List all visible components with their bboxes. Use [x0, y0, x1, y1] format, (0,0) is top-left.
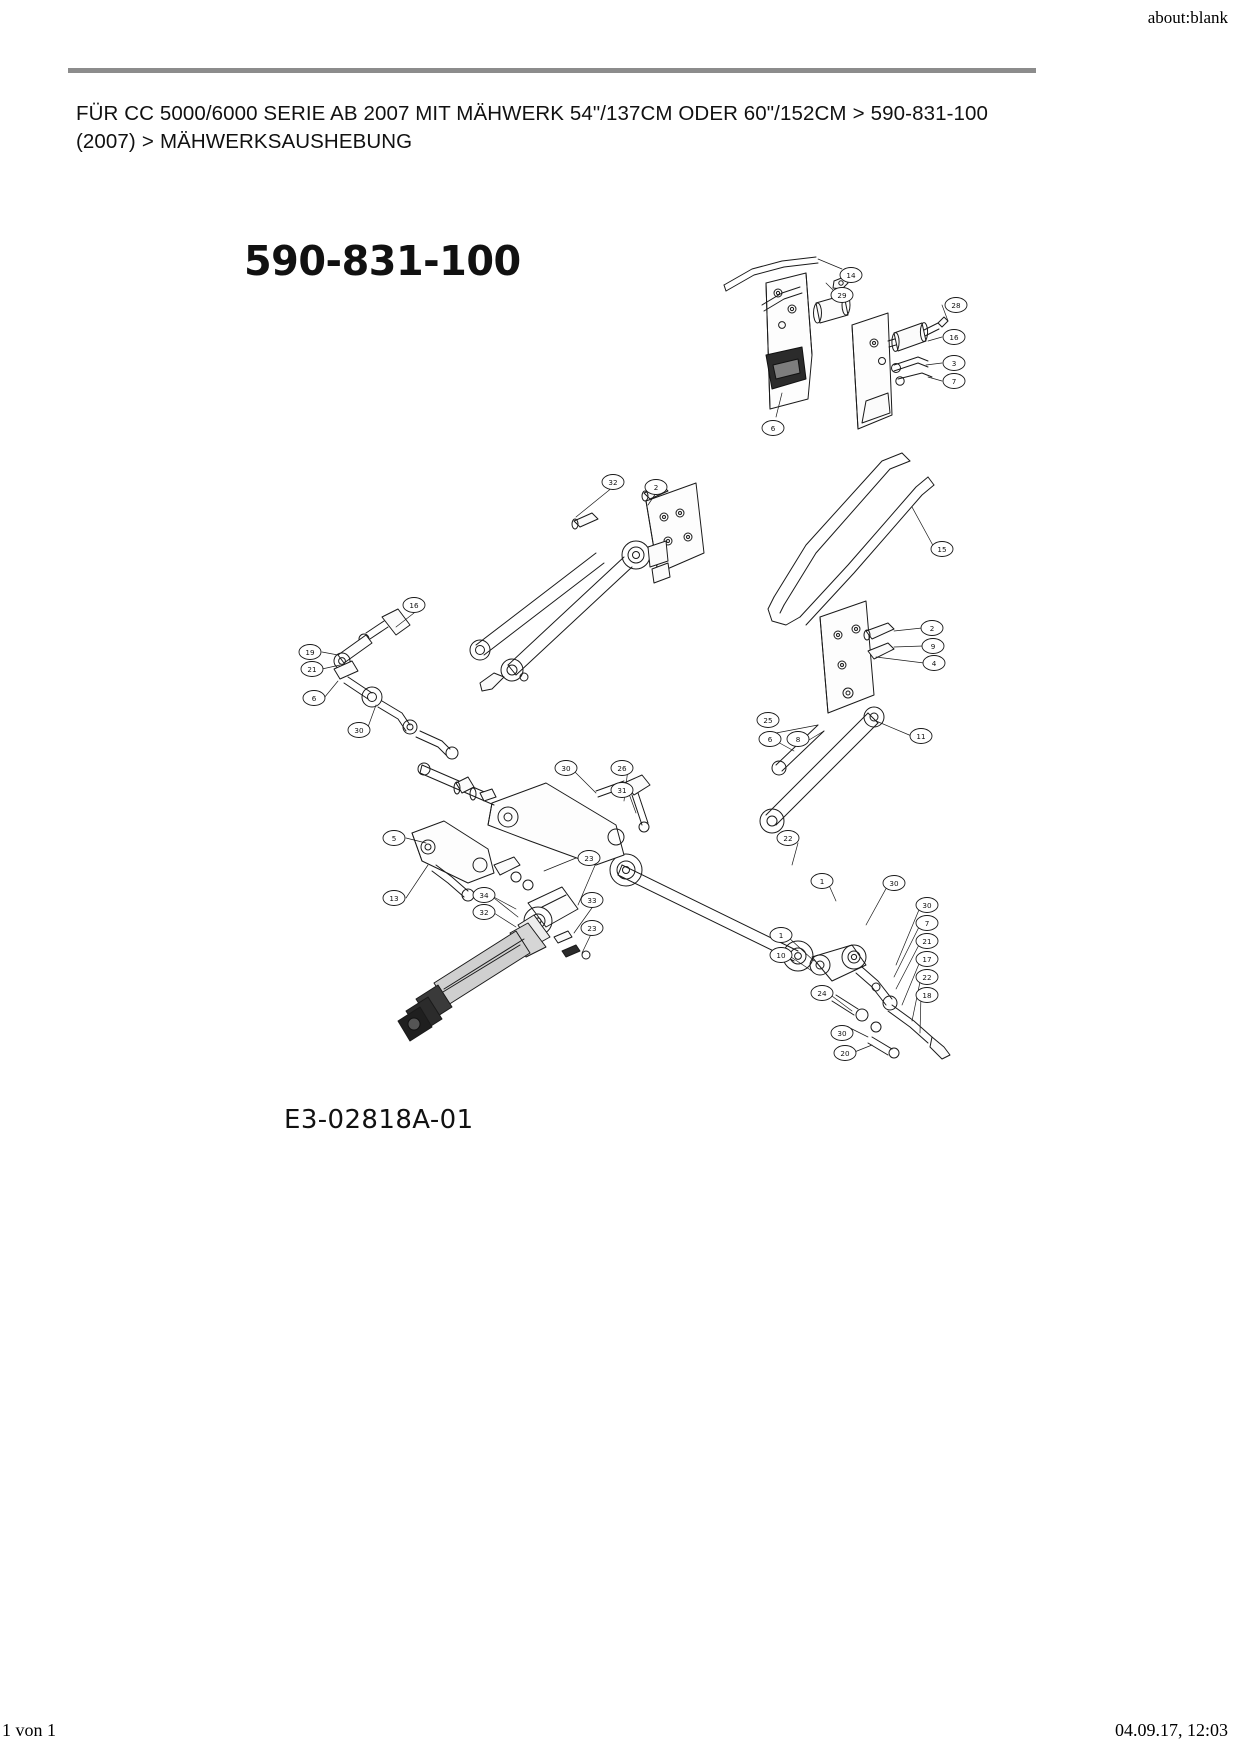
svg-text:30: 30 [837, 1029, 847, 1038]
diagram-part-number: 590-831-100 [244, 237, 521, 285]
svg-text:3: 3 [951, 359, 957, 368]
svg-text:28: 28 [951, 301, 961, 310]
svg-text:34: 34 [479, 891, 489, 900]
svg-text:11: 11 [916, 732, 926, 741]
svg-text:4: 4 [931, 659, 937, 668]
breadcrumb-separator: > [852, 102, 865, 125]
svg-text:23: 23 [584, 854, 594, 863]
svg-text:32: 32 [479, 908, 489, 917]
svg-text:33: 33 [587, 896, 597, 905]
svg-text:7: 7 [951, 377, 957, 386]
svg-text:25: 25 [763, 716, 773, 725]
svg-text:8: 8 [795, 735, 801, 744]
svg-text:20: 20 [840, 1049, 850, 1058]
svg-text:1: 1 [819, 877, 825, 886]
svg-text:16: 16 [409, 601, 419, 610]
svg-text:17: 17 [922, 955, 932, 964]
svg-text:19: 19 [305, 648, 315, 657]
header-divider [68, 68, 1036, 73]
svg-text:30: 30 [922, 901, 932, 910]
svg-text:6: 6 [767, 735, 773, 744]
svg-text:2: 2 [929, 624, 935, 633]
svg-text:1: 1 [778, 931, 784, 940]
svg-text:24: 24 [817, 989, 827, 998]
svg-text:30: 30 [561, 764, 571, 773]
breadcrumb-item-series[interactable]: FÜR CC 5000/6000 SERIE AB 2007 MIT MÄHWERK 54"/137CM ODER 60"/152CM [76, 102, 847, 125]
exploded-view-illustration [76, 165, 976, 1175]
print-header-url: about:blank [1147, 8, 1228, 27]
svg-text:31: 31 [617, 786, 627, 795]
svg-text:18: 18 [922, 991, 932, 1000]
svg-text:14: 14 [846, 271, 856, 280]
parts-diagram [76, 165, 976, 1175]
breadcrumb-item-assembly: MÄHWERKSAUSHEBUNG [159, 130, 413, 153]
svg-text:26: 26 [617, 764, 627, 773]
svg-text:22: 22 [783, 834, 793, 843]
svg-text:2: 2 [653, 483, 659, 492]
svg-text:10: 10 [776, 951, 786, 960]
breadcrumb-item-model[interactable]: 590-831-100 (2007) [76, 102, 989, 153]
print-timestamp: 04.09.17, 12:03 [1114, 1720, 1228, 1740]
svg-text:22: 22 [922, 973, 932, 982]
svg-text:16: 16 [949, 333, 959, 342]
svg-text:9: 9 [930, 642, 936, 651]
diagram-drawing-code: E3-02818A-01 [284, 1105, 474, 1135]
svg-text:30: 30 [354, 726, 364, 735]
svg-text:32: 32 [608, 478, 618, 487]
svg-text:6: 6 [311, 694, 317, 703]
svg-text:23: 23 [587, 924, 597, 933]
svg-text:5: 5 [391, 834, 397, 843]
page-number: 1 von 1 [2, 1720, 56, 1740]
svg-text:13: 13 [389, 894, 399, 903]
svg-text:30: 30 [889, 879, 899, 888]
svg-text:7: 7 [924, 919, 930, 928]
svg-text:15: 15 [937, 545, 947, 554]
breadcrumb-separator: > [141, 130, 154, 153]
svg-text:6: 6 [770, 424, 776, 433]
print-footer [0, 1720, 1240, 1744]
svg-text:21: 21 [307, 665, 317, 674]
svg-text:29: 29 [837, 291, 847, 300]
print-header [0, 8, 1240, 30]
breadcrumb [76, 100, 996, 156]
svg-text:21: 21 [922, 937, 932, 946]
